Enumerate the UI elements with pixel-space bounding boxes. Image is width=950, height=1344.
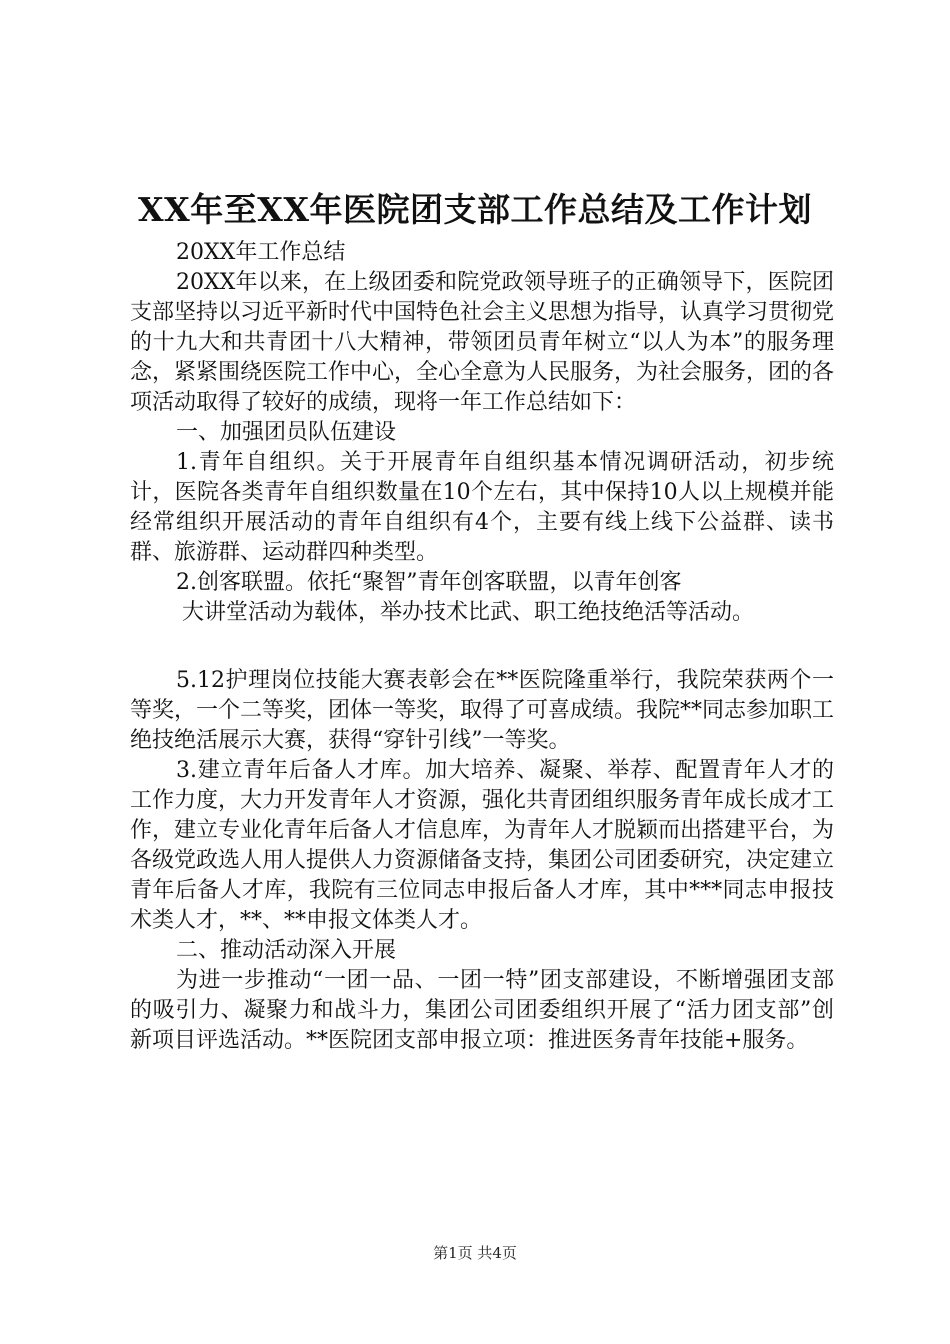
section-heading-summary: 20XX年工作总结	[176, 240, 346, 265]
paragraph-youth-organization: 1.青年自组织。关于开展青年自组织基本情况调研活动，初步统计，医院各类青年自组织数量在10个左右，其中保持10人以上规模并能经常组织开展活动的青年自组织有4个，主要有线上线下公益群、读书群、旅游群、运动群四种类型。	[130, 450, 834, 565]
paragraph-branch-building: 为进一步推动“一团一品、一团一特”团支部建设，不断增强团支部的吸引力、凝聚力和战斗力，集团公司团委组织开展了“活力团支部”创新项目评选活动。**医院团支部申报立项：推进医务青年技能+服务。	[130, 968, 834, 1053]
section-heading-team: 一、加强团员队伍建设	[176, 420, 397, 445]
paragraph-maker-alliance-continued: 大讲堂活动为载体，举办技术比武、职工绝技绝活等活动。	[182, 600, 755, 625]
intro-paragraph: 20XX年以来，在上级团委和院党政领导班子的正确领导下，医院团支部坚持以习近平新时代中国特色社会主义思想为指导，认真学习贯彻党的十九大和共青团十八大精神，带领团员青年树立“以人为本”的服务理念，紧紧围绕医院工作中心，全心全意为人民服务，为社会服务，团的各项活动取得了较好的成绩，现将一年工作总结如下：	[130, 270, 835, 415]
section-heading-activities: 二、推动活动深入开展	[176, 938, 397, 963]
page-number-footer: 第1页 共4页	[433, 1244, 517, 1262]
paragraph-talent-pool: 3.建立青年后备人才库。加大培养、凝聚、举荐、配置青年人才的工作力度，大力开发青年人才资源，强化共青团组织服务青年成长成才工作，建立专业化青年后备人才信息库，为青年人才脱颖而出搭建平台，为各级党政选人用人提供人力资源储备支持，集团公司团委研究，决定建立青年后备人才库，我院有三位同志申报后备人才库，其中***同志申报技术类人才，**、**申报文体类人才。	[130, 758, 835, 933]
document-title: XX年至XX年医院团支部工作总结及工作计划	[138, 190, 812, 229]
document-body	[130, 238, 834, 1056]
blank-line	[130, 628, 834, 666]
paragraph-nursing-contest: 5.12护理岗位技能大赛表彰会在**医院隆重举行，我院荣获两个一等奖，一个二等奖，团体一等奖，取得了可喜成绩。我院**同志参加职工绝技绝活展示大赛，获得“穿针引线”一等奖。	[130, 668, 835, 753]
paragraph-maker-alliance: 2.创客联盟。依托“聚智”青年创客联盟，以青年创客	[176, 570, 682, 595]
